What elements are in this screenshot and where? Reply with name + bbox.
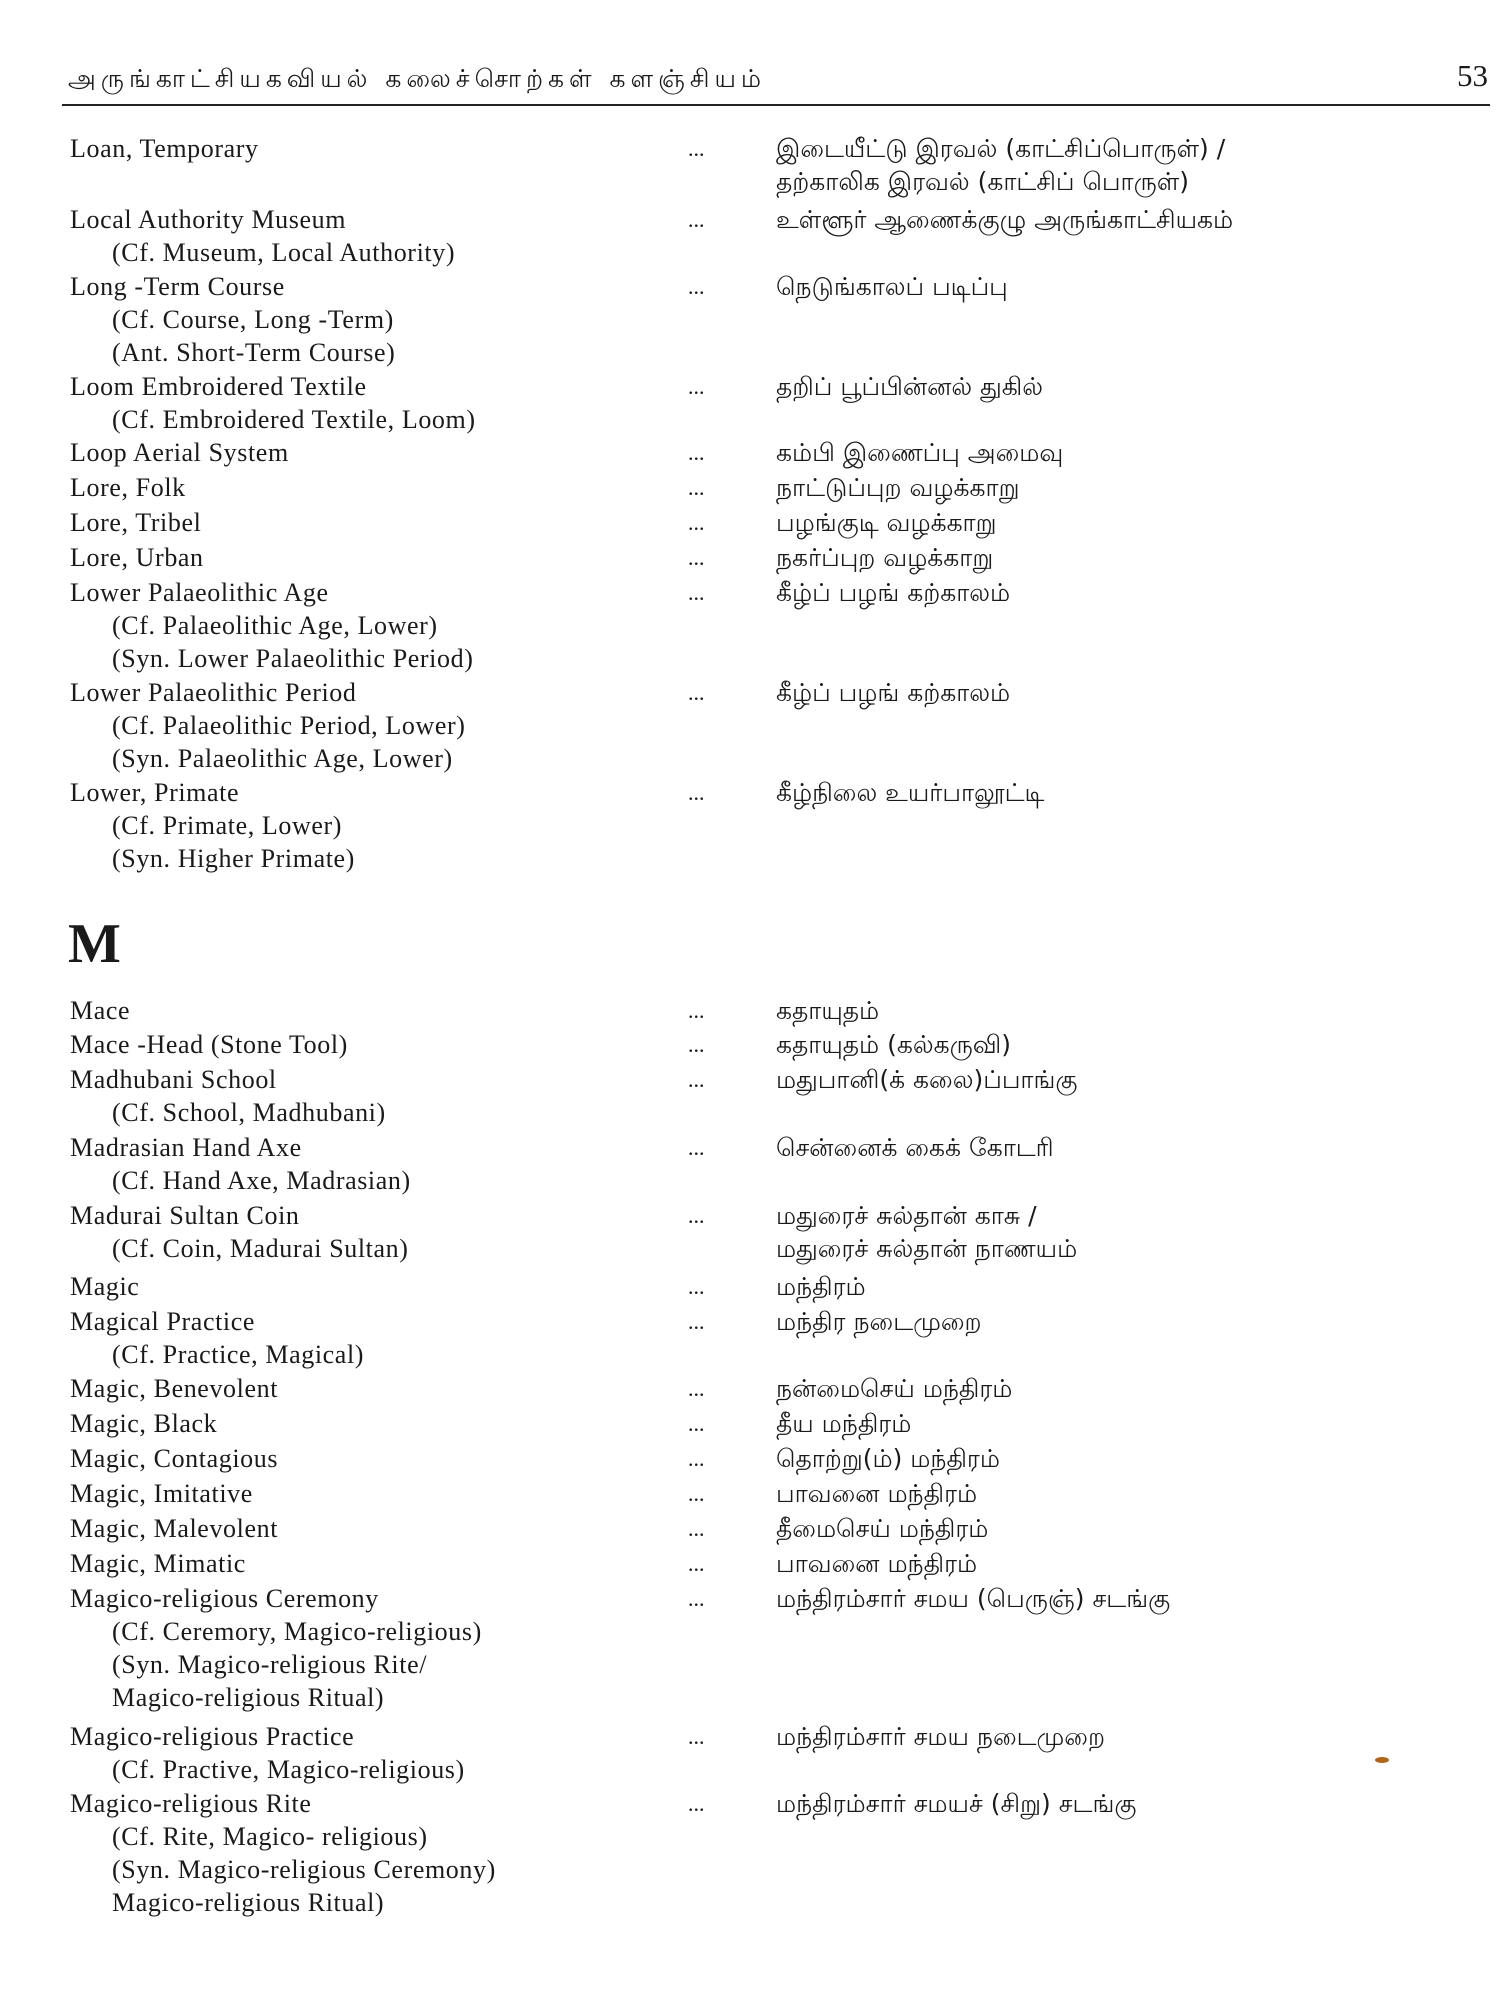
tamil-equivalent [776, 576, 1476, 609]
tamil-equivalent [776, 1442, 1476, 1475]
tamil-line: உள்ளூர் ஆணைக்குழு அருங்காட்சியகம் [776, 205, 1234, 234]
term-main: Magico-religious Ceremony [70, 1584, 379, 1613]
entry-term [70, 471, 690, 504]
tamil-line: தொற்று(ம்) மந்திரம் [776, 1444, 1000, 1473]
tamil-line: நன்மைசெய் மந்திரம் [776, 1374, 1013, 1403]
entry-term [70, 506, 690, 539]
entry-term [70, 132, 690, 165]
tamil-equivalent [776, 994, 1476, 1027]
term-cross-reference: (Cf. Palaeolithic Period, Lower) [112, 711, 466, 740]
leader-dots: ... [688, 1724, 705, 1749]
entry-term [70, 436, 690, 469]
term-main: Loom Embroidered Textile [70, 372, 367, 401]
tamil-equivalent [776, 506, 1476, 539]
tamil-line: நெடுங்காலப் படிப்பு [776, 272, 1008, 301]
tamil-equivalent [776, 270, 1476, 303]
entry-term [70, 1582, 690, 1714]
tamil-line: கதாயுதம் (கல்கருவி) [776, 1030, 1011, 1059]
tamil-equivalent [776, 1582, 1476, 1615]
term-cross-reference: (Cf. Primate, Lower) [112, 811, 343, 840]
entry-term [70, 1787, 690, 1919]
leader-dots: ... [688, 998, 705, 1023]
entry-term [70, 1063, 690, 1129]
term-main: Magical Practice [70, 1307, 256, 1336]
term-main: Magic, Malevolent [70, 1514, 279, 1543]
entry-term [70, 370, 690, 436]
leader-dots: ... [688, 780, 705, 805]
term-cross-reference: (Cf. Coin, Madurai Sultan) [112, 1234, 409, 1263]
tamil-line: தறிப் பூப்பின்னல் துகில் [776, 372, 1043, 401]
book-title: அருங்காட்சியகவியல் கலைச்சொற்கள் களஞ்சியம் [68, 64, 767, 93]
leader-dots: ... [688, 1203, 705, 1228]
tamil-equivalent [776, 132, 1476, 198]
term-cross-reference: (Cf. Hand Axe, Madrasian) [112, 1166, 411, 1195]
term-cross-reference: (Ant. Short-Term Course) [112, 338, 396, 367]
tamil-equivalent [776, 370, 1476, 403]
leader-dots: ... [688, 1791, 705, 1816]
entry-term [70, 1720, 690, 1786]
leader-dots: ... [688, 1376, 705, 1401]
tamil-line: நாட்டுப்புற வழக்காறு [776, 473, 1020, 502]
term-main: Lore, Folk [70, 473, 186, 502]
term-main: Madrasian Hand Axe [70, 1133, 302, 1162]
leader-dots: ... [688, 545, 705, 570]
term-cross-reference: (Cf. Course, Long -Term) [112, 305, 394, 334]
entry-term [70, 1372, 690, 1405]
term-main: Local Authority Museum [70, 205, 347, 234]
entry-term [70, 1547, 690, 1580]
entry-term [70, 1512, 690, 1545]
entry-term [70, 1305, 690, 1371]
leader-dots: ... [688, 1481, 705, 1506]
leader-dots: ... [688, 680, 705, 705]
tamil-line: மந்திரம்சார் சமயச் (சிறு) சடங்கு [776, 1789, 1137, 1818]
tamil-line: இடையீட்டு இரவல் (காட்சிப்பொருள்) / [776, 134, 1226, 163]
tamil-line: தற்காலிக இரவல் (காட்சிப் பொருள்) [776, 167, 1190, 196]
tamil-line: மதுபானி(க் கலை)ப்பாங்கு [776, 1065, 1078, 1094]
entry-term [70, 994, 690, 1027]
tamil-line: கீழ்நிலை உயர்பாலூட்டி [776, 778, 1045, 807]
entry-term [70, 1131, 690, 1197]
entry-term [70, 203, 690, 269]
tamil-equivalent [776, 541, 1476, 574]
leader-dots: ... [688, 1586, 705, 1611]
term-cross-reference: (Cf. School, Madhubani) [112, 1098, 386, 1127]
entry-term [70, 1477, 690, 1510]
tamil-line: தீய மந்திரம் [776, 1409, 912, 1438]
term-main: Loop Aerial System [70, 438, 289, 467]
term-cross-reference: Magico-religious Ritual) [112, 1888, 385, 1917]
entry-term [70, 270, 690, 369]
ink-speck [1375, 1757, 1389, 1763]
tamil-line: சென்னைக் கைக் கோடரி [776, 1133, 1054, 1162]
term-main: Madurai Sultan Coin [70, 1201, 300, 1230]
term-main: Lower, Primate [70, 778, 240, 807]
page-number: 53 [1457, 58, 1488, 93]
term-main: Lore, Tribel [70, 508, 202, 537]
section-letter: M [68, 913, 122, 975]
tamil-equivalent [776, 676, 1476, 709]
leader-dots: ... [688, 1411, 705, 1436]
term-main: Magic, Contagious [70, 1444, 279, 1473]
term-main: Magico-religious Rite [70, 1789, 312, 1818]
tamil-line: பாவனை மந்திரம் [776, 1479, 978, 1508]
tamil-equivalent [776, 1547, 1476, 1580]
term-main: Lore, Urban [70, 543, 204, 572]
entry-term [70, 776, 690, 875]
entry-term [70, 1270, 690, 1303]
leader-dots: ... [688, 510, 705, 535]
entry-term [70, 541, 690, 574]
leader-dots: ... [688, 440, 705, 465]
term-cross-reference: (Syn. Higher Primate) [112, 844, 355, 873]
leader-dots: ... [688, 1032, 705, 1057]
leader-dots: ... [688, 1135, 705, 1160]
tamil-equivalent [776, 1270, 1476, 1303]
term-cross-reference: (Syn. Palaeolithic Age, Lower) [112, 744, 453, 773]
term-cross-reference: (Syn. Lower Palaeolithic Period) [112, 644, 474, 673]
term-main: Mace [70, 996, 131, 1025]
tamil-line: நகர்ப்புற வழக்காறு [776, 543, 994, 572]
leader-dots: ... [688, 1067, 705, 1092]
tamil-equivalent [776, 471, 1476, 504]
term-cross-reference: (Cf. Museum, Local Authority) [112, 238, 456, 267]
tamil-line: கதாயுதம் [776, 996, 880, 1025]
term-main: Magic, Black [70, 1409, 218, 1438]
tamil-line: பாவனை மந்திரம் [776, 1549, 978, 1578]
term-cross-reference: (Cf. Ceremory, Magico-religious) [112, 1617, 482, 1646]
term-main: Lower Palaeolithic Age [70, 578, 329, 607]
leader-dots: ... [688, 374, 705, 399]
tamil-line: மதுரைச் சுல்தான் நாணயம் [776, 1234, 1078, 1263]
leader-dots: ... [688, 475, 705, 500]
tamil-line: கீழ்ப் பழங் கற்காலம் [776, 678, 1011, 707]
leader-dots: ... [688, 580, 705, 605]
term-cross-reference: (Cf. Palaeolithic Age, Lower) [112, 611, 438, 640]
leader-dots: ... [688, 207, 705, 232]
entry-term [70, 1442, 690, 1475]
leader-dots: ... [688, 1309, 705, 1334]
tamil-line: மதுரைச் சுல்தான் காசு / [776, 1201, 1037, 1230]
tamil-equivalent [776, 1477, 1476, 1510]
tamil-line: மந்திரம்சார் சமய (பெருஞ்) சடங்கு [776, 1584, 1171, 1613]
tamil-equivalent [776, 1787, 1476, 1820]
term-cross-reference: (Syn. Magico-religious Rite/ [112, 1650, 428, 1679]
term-cross-reference: Magico-religious Ritual) [112, 1683, 385, 1712]
term-main: Magic [70, 1272, 140, 1301]
tamil-line: தீமைசெய் மந்திரம் [776, 1514, 989, 1543]
term-main: Mace -Head (Stone Tool) [70, 1030, 348, 1059]
term-main: Magic, Imitative [70, 1479, 253, 1508]
term-main: Lower Palaeolithic Period [70, 678, 357, 707]
tamil-equivalent [776, 203, 1476, 236]
tamil-equivalent [776, 1305, 1476, 1338]
tamil-line: பழங்குடி வழக்காறு [776, 508, 997, 537]
entry-term [70, 576, 690, 675]
tamil-line: கம்பி இணைப்பு அமைவு [776, 438, 1064, 467]
tamil-line: மந்திரம் [776, 1272, 866, 1301]
term-cross-reference: (Syn. Magico-religious Ceremony) [112, 1855, 496, 1884]
term-main: Madhubani School [70, 1065, 277, 1094]
term-main: Magic, Mimatic [70, 1549, 246, 1578]
leader-dots: ... [688, 136, 705, 161]
leader-dots: ... [688, 1551, 705, 1576]
term-main: Magic, Benevolent [70, 1374, 279, 1403]
tamil-equivalent [776, 1512, 1476, 1545]
term-main: Magico-religious Practice [70, 1722, 355, 1751]
tamil-equivalent [776, 436, 1476, 469]
tamil-equivalent [776, 1199, 1476, 1265]
leader-dots: ... [688, 274, 705, 299]
term-cross-reference: (Cf. Rite, Magico- religious) [112, 1822, 428, 1851]
entry-term [70, 1028, 690, 1061]
tamil-equivalent [776, 1407, 1476, 1440]
term-cross-reference: (Cf. Practice, Magical) [112, 1340, 365, 1369]
tamil-line: மந்திர நடைமுறை [776, 1307, 982, 1336]
tamil-equivalent [776, 1372, 1476, 1405]
tamil-equivalent [776, 1028, 1476, 1061]
term-cross-reference: (Cf. Practive, Magico-religious) [112, 1755, 465, 1784]
entry-term [70, 1407, 690, 1440]
tamil-equivalent [776, 776, 1476, 809]
tamil-equivalent [776, 1720, 1476, 1753]
term-main: Long -Term Course [70, 272, 285, 301]
term-cross-reference: (Cf. Embroidered Textile, Loom) [112, 405, 476, 434]
entry-term [70, 1199, 690, 1265]
term-main: Loan, Temporary [70, 134, 259, 163]
leader-dots: ... [688, 1516, 705, 1541]
tamil-line: கீழ்ப் பழங் கற்காலம் [776, 578, 1011, 607]
tamil-line: மந்திரம்சார் சமய நடைமுறை [776, 1722, 1105, 1751]
leader-dots: ... [688, 1274, 705, 1299]
entry-term [70, 676, 690, 775]
leader-dots: ... [688, 1446, 705, 1471]
tamil-equivalent [776, 1063, 1476, 1096]
tamil-equivalent [776, 1131, 1476, 1164]
